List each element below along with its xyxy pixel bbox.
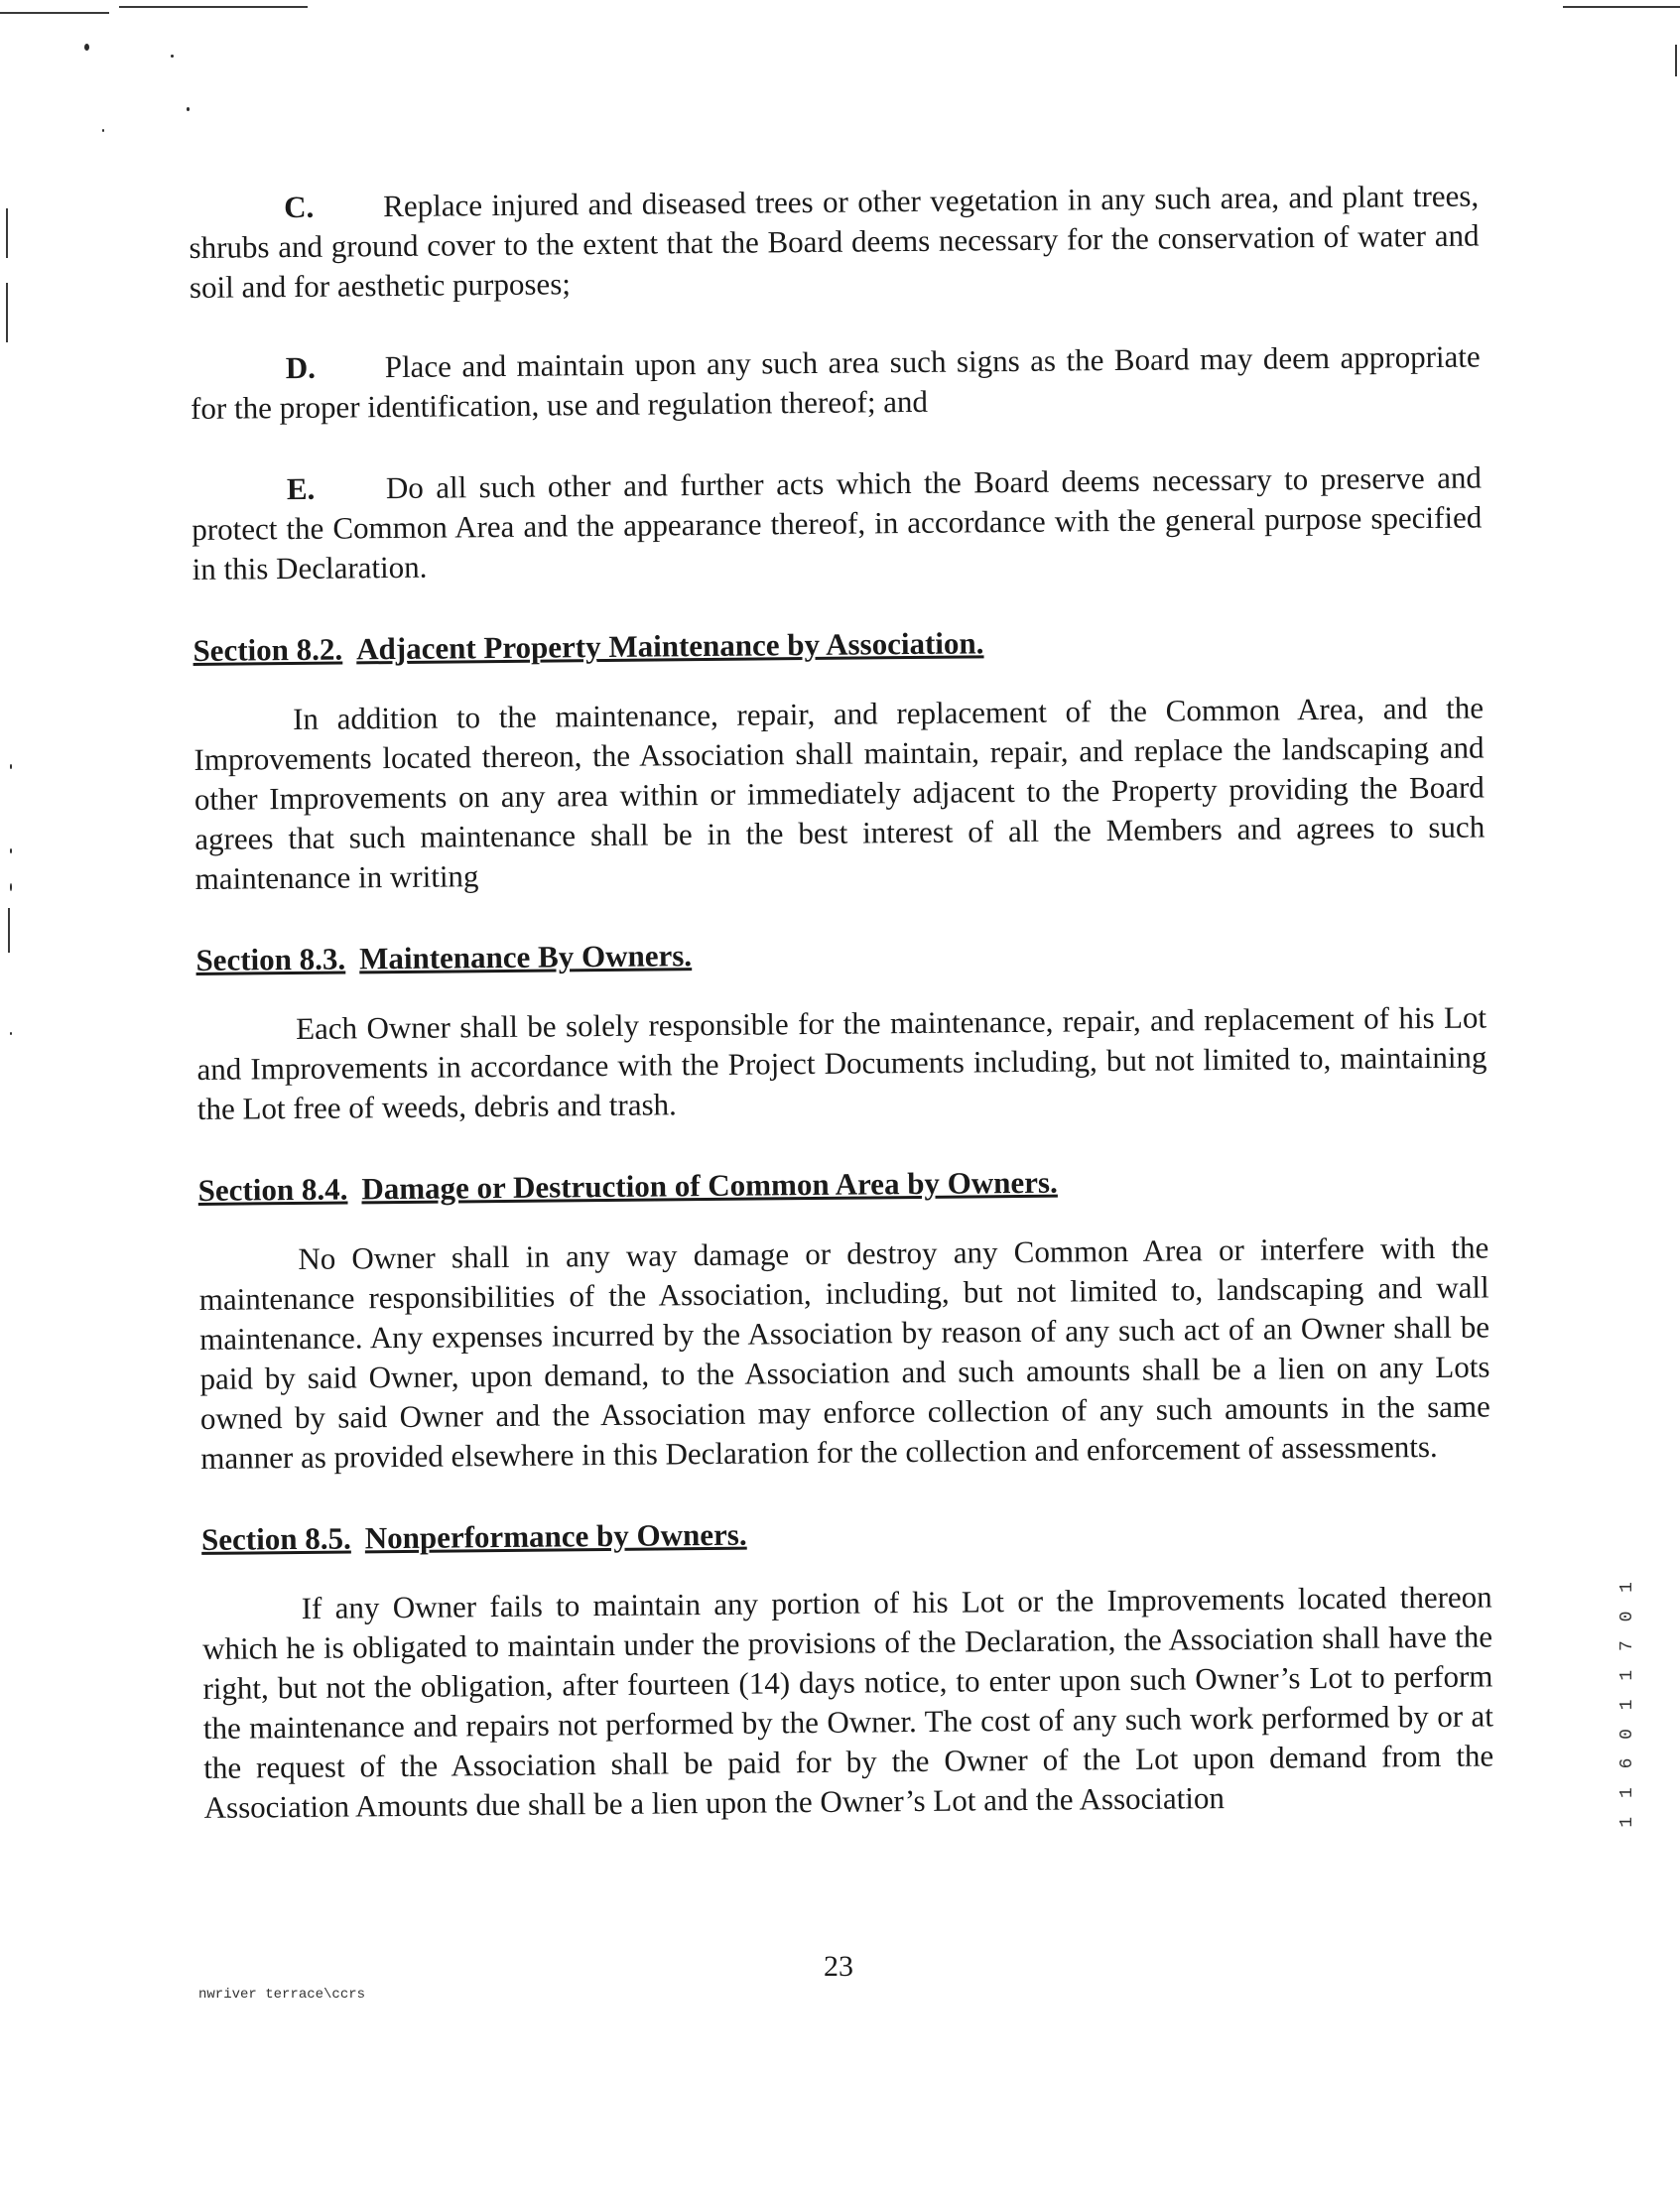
scan-artifact-top-left	[0, 12, 109, 14]
document-body	[189, 177, 1494, 1870]
list-item-text: Replace injured and diseased trees or other vegetation in any such area, and plant trees, shrubs and ground cover to the extent that the Board deems necessary for the conservation of water and soil and for aesthetic purposes;	[189, 178, 1480, 305]
section-heading-8-4	[198, 1158, 1488, 1210]
section-title: Damage or Destruction of Common Area by Owners.	[361, 1164, 1058, 1207]
section-number: Section 8.4.	[197, 1171, 348, 1208]
list-item-c	[189, 177, 1480, 308]
recording-stamp	[1617, 1578, 1647, 1905]
footer-file-path: nwriver terrace\ccrs	[198, 1987, 366, 2003]
page-number: 23	[824, 1950, 853, 1983]
scan-artifact-left-edge-1	[6, 208, 8, 258]
section-number: Section 8.5.	[200, 1520, 351, 1557]
list-item-letter: C.	[284, 189, 315, 225]
speck-7	[10, 883, 12, 891]
scan-artifact-left-edge-2	[6, 283, 8, 342]
list-item-letter: D.	[285, 349, 317, 386]
list-item-d	[191, 337, 1482, 429]
section-number: Section 8.2.	[193, 631, 343, 668]
section-body-8-5: If any Owner fails to maintain any portion of his Lot or the Improvements located thereon which he is obligated to maintain under the provisions of the Declaration, the Association shall have the right, but not the obligation, after fourteen (14) days notice, to enter upon such Owner’s Lot to perform the maintenance and repairs not performed by the Owner. The cost of any such work performed by or at the request of the Association shall be paid for by the Owner of the Lot upon demand from the Association Amounts due shall be a lien upon the Owner’s Lot and the Association	[201, 1579, 1494, 1825]
section-body-8-3: Each Owner shall be solely responsible for the maintenance, repair, and replacement of his Lot and Improvements in accordance with the Project Documents including, but not limited to, maintaining the Lot free of weeds, debris and trash.	[196, 999, 1487, 1126]
speck-3	[187, 107, 190, 111]
list-item-e	[192, 458, 1483, 589]
section-heading-8-5	[201, 1507, 1491, 1559]
scan-artifact-top-left-2	[119, 6, 308, 8]
section-body-8-4: No Owner shall in any way damage or destroy any Common Area or interfere with the maintenance responsibilities of the Association, including, but not limited to, landscaping and wall maintenance. Any expenses incurred by the Association by reason of any such act of an Owner shall be paid by said Owner, upon demand, to the Association and such amounts shall be a lien on any Lots owned by said Owner and the Association may enforce collection of any such amounts in the same manner as provided elsewhere in this Declaration for the collection and enforcement of assessments.	[198, 1230, 1491, 1476]
speck-5	[10, 764, 12, 769]
section-title: Maintenance By Owners.	[358, 938, 693, 976]
section-body-8-2: In addition to the maintenance, repair, and replacement of the Common Area, and the Improvements located thereon, the Association shall maintain, repair, and replace the landscaping and other Improvements on any area within or immediately adjacent to the Property providing the Board agrees that such maintenance shall be in the best interest of all the Members and agrees to such maintenance in writing	[194, 690, 1486, 896]
section-heading-8-3	[195, 928, 1486, 979]
list-item-letter: E.	[286, 470, 316, 507]
speck-6	[10, 848, 12, 853]
scan-artifact-top-right	[1563, 6, 1680, 8]
list-item-text: Place and maintain upon any such area such signs as the Board may deem appropriate for the proper identification, use and regulation thereof; and	[190, 338, 1481, 426]
section-title: Nonperformance by Owners.	[364, 1516, 747, 1556]
speck-8	[10, 1032, 12, 1035]
scan-artifact-left-edge-3	[8, 908, 10, 953]
section-number: Section 8.3.	[195, 941, 346, 977]
scan-artifact-right-edge	[1675, 45, 1677, 76]
speck-2	[171, 55, 174, 58]
recording-stamp-text: 1 1 6 0 1 1 7 0 1	[1617, 1578, 1637, 1828]
section-title: Adjacent Property Maintenance by Association.	[355, 625, 984, 667]
speck-4	[102, 129, 104, 132]
speck-1	[84, 44, 89, 51]
section-heading-8-2	[193, 619, 1483, 671]
list-item-text: Do all such other and further acts which the Board deems necessary to preserve and protect the Common Area and the appearance thereof, in accordance with the general purpose specified in this Declaration.	[192, 459, 1483, 586]
